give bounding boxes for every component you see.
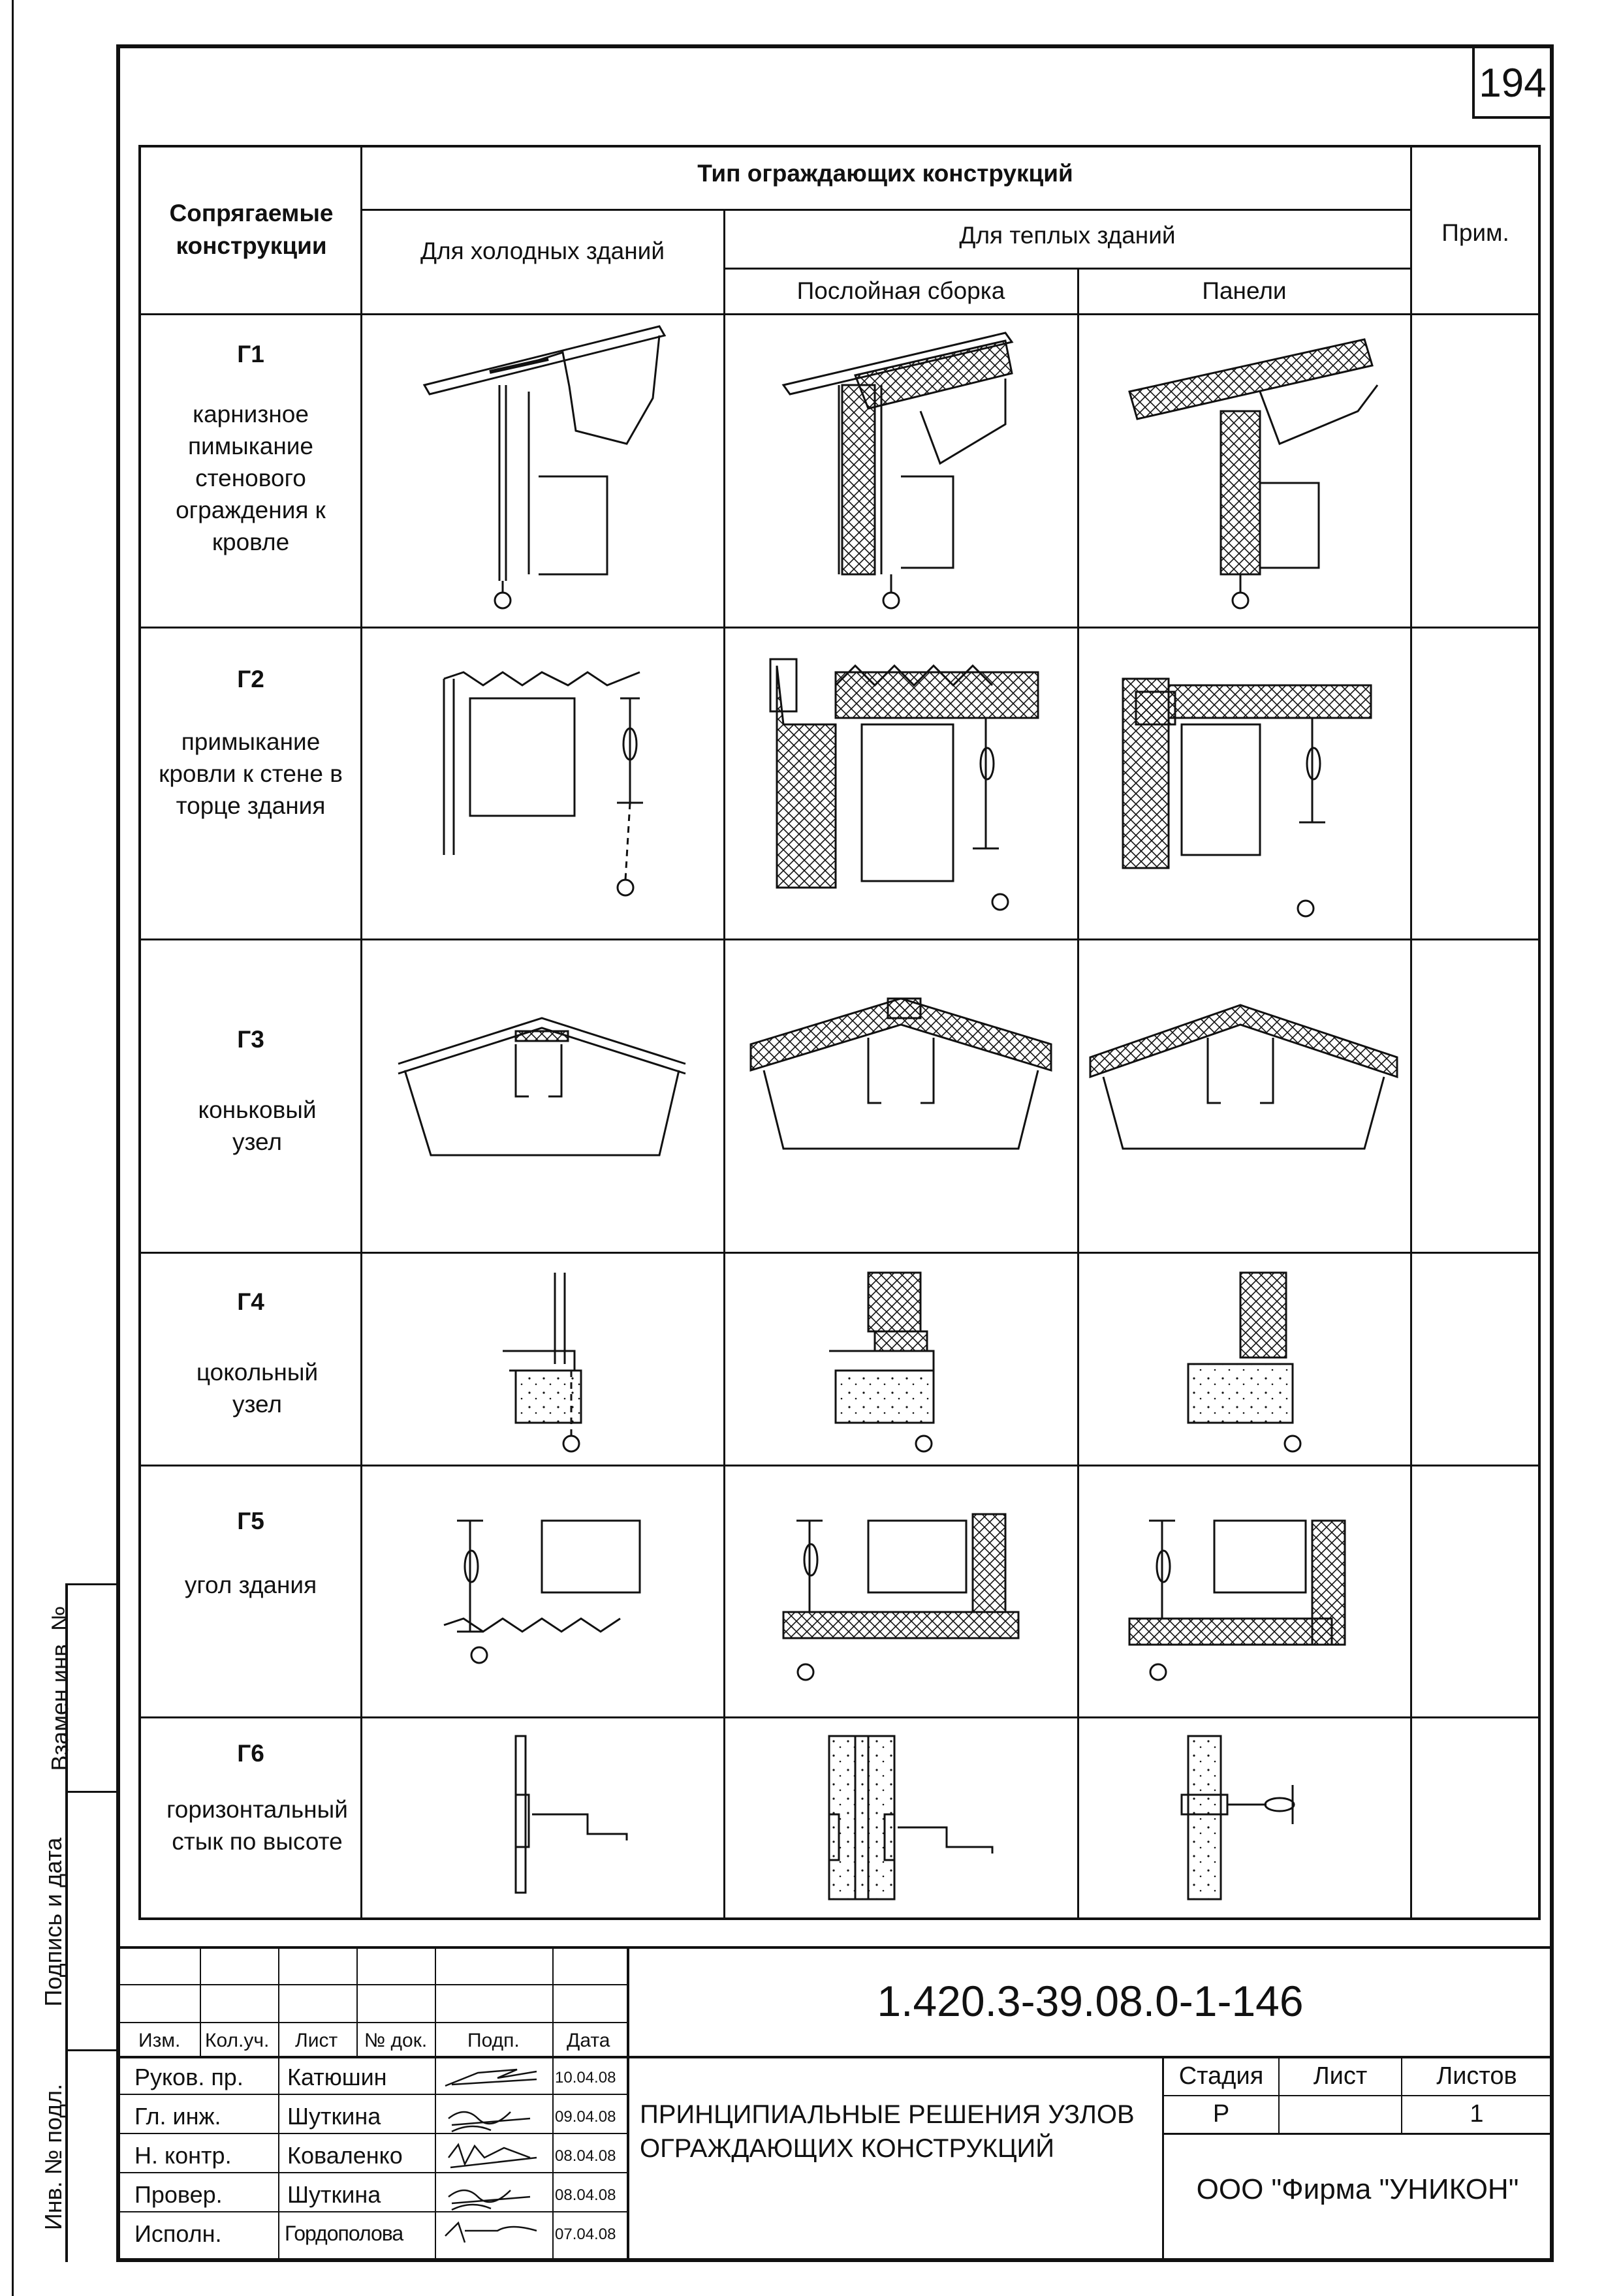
- page-number: 194: [1479, 61, 1547, 106]
- header-note: Прим.: [1441, 219, 1509, 246]
- stamp-role: Исполн.: [134, 2220, 222, 2247]
- header-line-2: [723, 268, 1411, 270]
- tb-h-3: [116, 2056, 1554, 2058]
- tb-v-2: [278, 1946, 279, 2261]
- stamp-role: Н. контр.: [134, 2142, 232, 2169]
- stamp-name: Шуткина: [287, 2181, 381, 2208]
- row-description: коньковый узел: [198, 1096, 317, 1155]
- stamp-col-header: Подп.: [467, 2030, 520, 2051]
- side-stamp-line-2: [65, 2049, 118, 2051]
- row-line-5: [138, 1716, 1541, 1718]
- tb-v-3: [356, 1946, 358, 2057]
- header-panels: Панели: [1202, 277, 1287, 304]
- stamp-col-header: Дата: [567, 2030, 610, 2051]
- row-description: примыкание кровли к стене в торце здания: [159, 728, 343, 819]
- detail-drawing-g1-panels: [1103, 313, 1391, 620]
- tb-h-5: [116, 2133, 628, 2134]
- stamp-role: Провер.: [134, 2181, 223, 2208]
- tb-stage-h-2: [1162, 2133, 1551, 2135]
- row-description: горизонтальный стык по высоте: [166, 1796, 348, 1855]
- tb-h-1: [116, 1984, 628, 1985]
- tb-v-5: [552, 1946, 554, 2261]
- header-joined-constructions: Сопрягаемые конструкции: [169, 200, 334, 259]
- sheets-value: 1: [1470, 2100, 1484, 2128]
- side-stamp-replace: Взамен инв. №: [46, 1606, 73, 1771]
- title-line-1: ПРИНЦИПИАЛЬНЫЕ РЕШЕНИЯ УЗЛОВ: [640, 2100, 1135, 2129]
- detail-drawing-g2-panels: [1110, 653, 1384, 933]
- row-line-3: [138, 1252, 1541, 1254]
- side-stamp-inv-original: Инв. № подл.: [40, 2083, 67, 2231]
- binding-margin-line: [12, 0, 14, 2296]
- stage-label: Стадия: [1178, 2062, 1264, 2090]
- detail-drawing-g4-cold: [483, 1260, 653, 1455]
- frame-bottom: [116, 2258, 1554, 2262]
- col-line-4: [1410, 145, 1412, 1920]
- detail-drawing-g5-panels: [1123, 1501, 1384, 1684]
- detail-drawing-g3-panels: [1084, 985, 1404, 1175]
- detail-drawing-g6-panels: [1162, 1723, 1358, 1906]
- stamp-col-header: Кол.уч.: [205, 2030, 270, 2051]
- tb-stage-h-1: [1162, 2095, 1551, 2096]
- detail-drawing-g4-panels: [1162, 1260, 1332, 1455]
- sheets-label: Листов: [1436, 2062, 1517, 2090]
- header-warm-buildings: Для теплых зданий: [959, 222, 1176, 249]
- stamp-date: 08.04.08: [555, 2186, 616, 2204]
- company-name: ООО "Фирма "УНИКОН": [1196, 2173, 1519, 2205]
- detail-drawing-g6-cold: [496, 1723, 646, 1906]
- stage-value: Р: [1212, 2100, 1230, 2128]
- table-bottom: [138, 1917, 1541, 1920]
- row-code: Г1: [237, 341, 264, 367]
- row-code: Г2: [237, 666, 264, 692]
- col-line-3: [1077, 269, 1079, 1920]
- signature-scribbles: [439, 2060, 550, 2256]
- page-number-box-bottom: [1472, 116, 1551, 119]
- row-line-1: [138, 627, 1541, 628]
- col-line-2: [723, 210, 725, 1920]
- row-code: Г5: [237, 1508, 264, 1534]
- row-description: цокольный узел: [196, 1359, 319, 1418]
- detail-drawing-g3-cold: [385, 992, 699, 1188]
- header-layered-assembly: Послойная сборка: [796, 277, 1005, 304]
- row-line-2: [138, 939, 1541, 940]
- stamp-date: 09.04.08: [555, 2108, 616, 2126]
- stamp-col-header: № док.: [364, 2030, 428, 2051]
- stamp-date: 08.04.08: [555, 2147, 616, 2165]
- tb-h-7: [116, 2211, 628, 2212]
- stamp-name: Гордополова: [285, 2222, 403, 2245]
- tb-v-1: [200, 1946, 201, 2057]
- col-line-1: [360, 145, 362, 1920]
- table-right: [1538, 145, 1541, 1920]
- stamp-name: Шуткина: [287, 2103, 381, 2130]
- side-stamp-signature-date: Подпись и дата: [40, 1837, 67, 2007]
- frame-top: [116, 44, 1554, 48]
- stamp-role: Руков. пр.: [134, 2064, 244, 2090]
- frame-right: [1550, 44, 1554, 2262]
- stamp-name: Катюшин: [287, 2064, 387, 2090]
- row-code: Г6: [237, 1740, 264, 1767]
- row-line-4: [138, 1465, 1541, 1466]
- detail-drawing-g4-layered: [803, 1260, 986, 1455]
- detail-drawing-g5-cold: [431, 1501, 679, 1684]
- tb-h-2: [116, 2022, 628, 2023]
- detail-drawing-g2-cold: [418, 646, 692, 933]
- detail-drawing-g1-layered: [744, 313, 1058, 620]
- detail-drawing-g5-layered: [770, 1501, 1031, 1684]
- stamp-col-header: Лист: [295, 2030, 338, 2051]
- detail-drawing-g1-cold: [392, 313, 692, 620]
- stamp-date: 10.04.08: [555, 2069, 616, 2087]
- table-top: [138, 145, 1541, 147]
- tb-v-4: [435, 1946, 436, 2261]
- stamp-role: Гл. инж.: [134, 2103, 221, 2130]
- detail-drawing-g3-layered: [738, 979, 1064, 1175]
- stamp-date: 07.04.08: [555, 2226, 616, 2243]
- sheet-label: Лист: [1313, 2062, 1368, 2090]
- tb-h-6: [116, 2172, 628, 2173]
- detail-drawing-g6-layered: [816, 1723, 1012, 1906]
- detail-drawing-g2-layered: [757, 646, 1058, 933]
- stamp-name: Коваленко: [287, 2142, 403, 2169]
- header-cold-buildings: Для холодных зданий: [420, 238, 665, 264]
- tb-h-4: [116, 2094, 628, 2095]
- title-line-2: ОГРАЖДАЮЩИХ КОНСТРУКЦИЙ: [640, 2134, 1055, 2163]
- header-line-1: [360, 209, 1411, 211]
- title-block-top: [116, 1946, 1554, 1949]
- frame-left: [116, 44, 120, 2262]
- row-code: Г4: [237, 1288, 264, 1315]
- row-code: Г3: [237, 1026, 264, 1053]
- drawing-code: 1.420.3-39.08.0-1-146: [877, 1977, 1304, 2025]
- row-description: угол здания: [184, 1572, 317, 1598]
- header-enclosure-type: Тип ограждающих конструкций: [697, 160, 1073, 187]
- stamp-col-header: Изм.: [138, 2030, 181, 2051]
- row-description: карнизное пимыкание стенового ограждения к кровле: [176, 401, 326, 555]
